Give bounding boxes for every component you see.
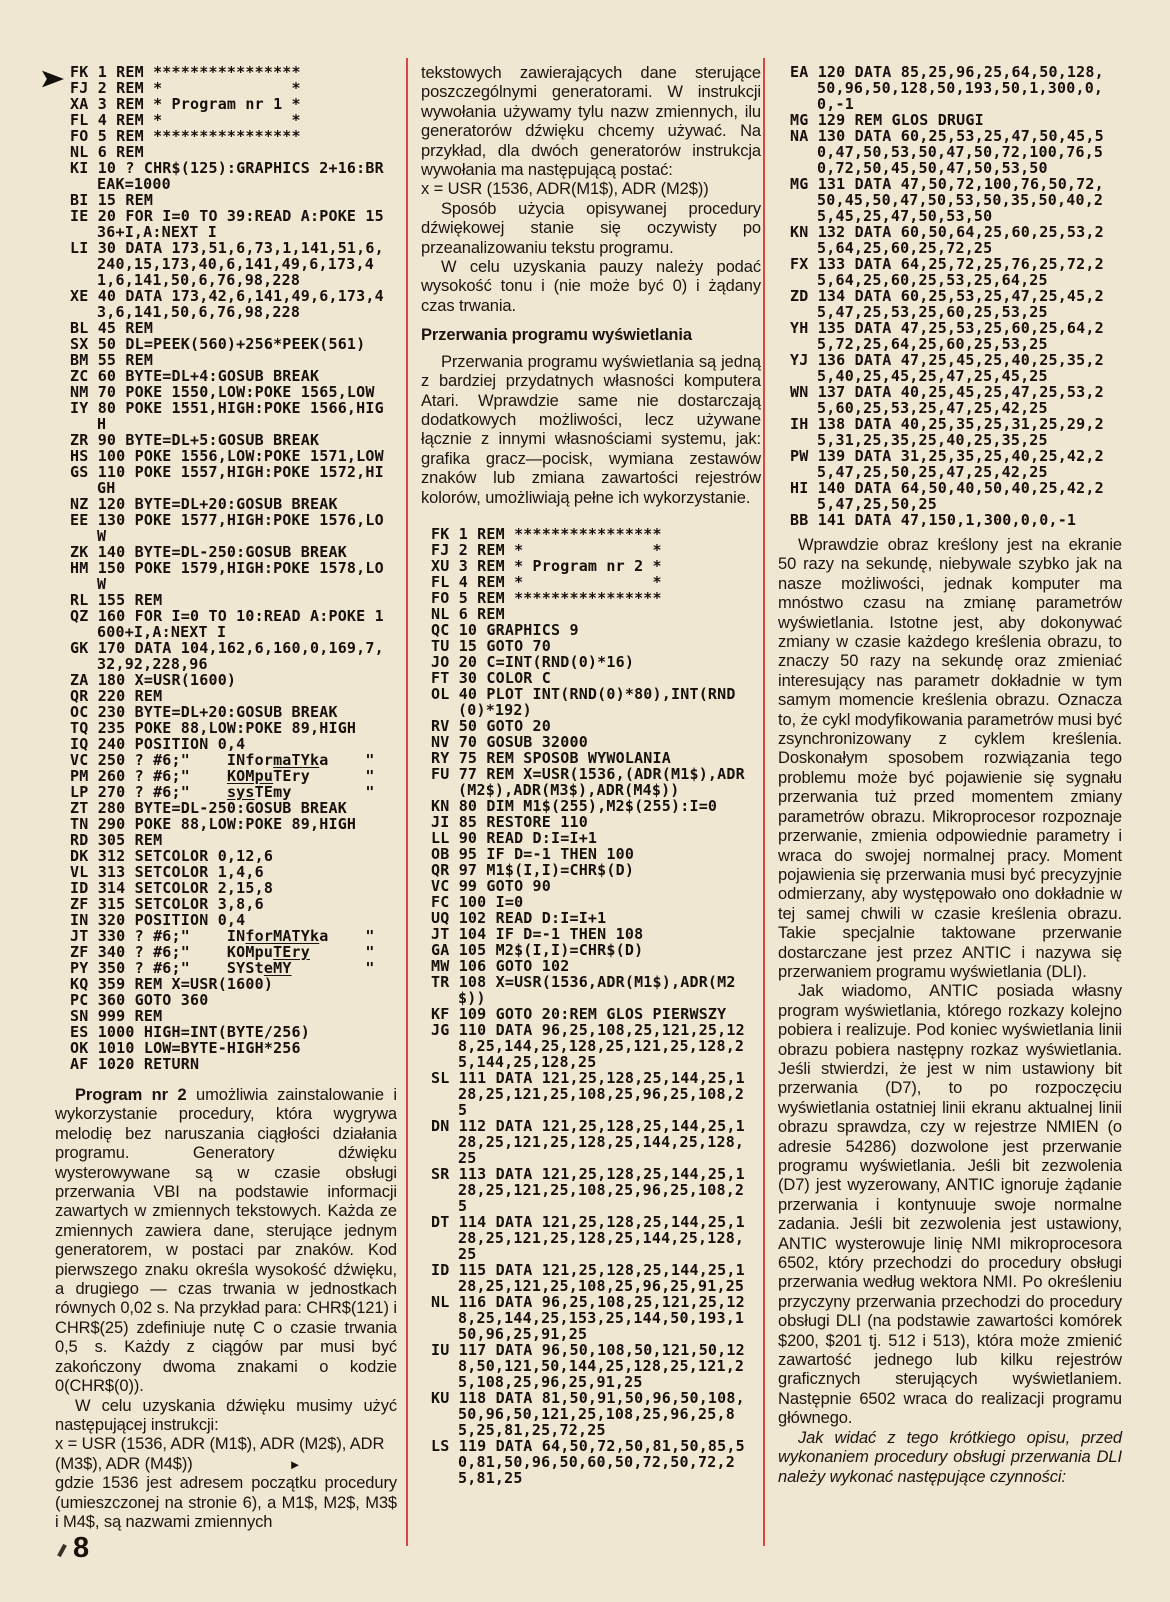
code-line: QR 97 M1$(I,I)=CHR$(D) xyxy=(431,860,635,879)
code-line: NL 6 REM xyxy=(431,604,505,623)
code-line: ZF 340 ? #6;" KOMpuTEry " xyxy=(70,943,375,961)
code-line: FJ 2 REM * * xyxy=(431,540,662,559)
code-line: TN 290 POKE 88,LOW:POKE 89,HIGH xyxy=(70,815,357,833)
code-line: LS 119 DATA 64,50,72,50,81,50,85,50,81,50,96,50,60,50,72,50,72,25,81,25 xyxy=(431,1436,745,1487)
code-line: BB 141 DATA 47,150,1,300,0,0,-1 xyxy=(790,511,1077,529)
listing-program-2-continuation xyxy=(790,64,1106,528)
code-line: TU 15 GOTO 70 xyxy=(431,636,551,655)
code-line: ZD 134 DATA 60,25,53,25,47,25,45,25,47,25,53,25,60,25,53,25 xyxy=(790,287,1104,321)
code-line: SX 50 DL=PEEK(560)+256*PEEK(561) xyxy=(70,335,366,353)
code-line: FX 133 DATA 64,25,72,25,76,25,72,25,64,25,60,25,53,25,64,25 xyxy=(790,255,1104,289)
column-divider-right xyxy=(763,58,765,1546)
listing-program-1 xyxy=(70,64,386,1072)
code-line: RD 305 REM xyxy=(70,831,163,849)
column-divider-left xyxy=(406,58,408,1546)
section-heading: Przerwania programu wyświetlania xyxy=(421,326,692,345)
spacer xyxy=(778,528,1122,536)
code-line: FJ 2 REM * * xyxy=(70,79,301,97)
paragraph: W celu uzyskania dźwięku musimy użyć następującej instrukcji: xyxy=(55,1396,397,1434)
code-line: ID 115 DATA 121,25,128,25,144,25,128,25,121,25,108,25,96,25,91,25 xyxy=(431,1260,745,1295)
code-line: KI 10 ? CHR$(125):GRAPHICS 2+16:BREAK=1000 xyxy=(70,159,384,193)
code-line: ZA 180 X=USR(1600) xyxy=(70,671,237,689)
code-line: SN 999 REM xyxy=(70,1007,163,1025)
spacer xyxy=(421,508,761,526)
paragraph: W celu uzyskania pauzy należy podać wysokość tonu i (nie może być 0) i żądany czas trwania. xyxy=(421,258,761,315)
code-line: NM 70 POKE 1550,LOW:POKE 1565,LOW xyxy=(70,383,375,401)
code-line: HM 150 POKE 1579,HIGH:POKE 1578,LOW xyxy=(70,559,384,593)
code-line: JG 110 DATA 96,25,108,25,121,25,128,25,144,25,128,25,121,25,128,25,144,25,128,25 xyxy=(431,1020,745,1071)
left-text-block xyxy=(55,1086,397,1532)
code-line: RV 50 GOTO 20 xyxy=(431,716,551,735)
code-line: IE 20 FOR I=0 TO 39:READ A:POKE 1536+I,A:NEXT I xyxy=(70,207,384,241)
code-line: LI 30 DATA 173,51,6,73,1,141,51,6,240,15,173,40,6,141,49,6,173,41,6,141,50,6,76,98,228 xyxy=(70,239,384,289)
code-line: ES 1000 HIGH=INT(BYTE/256) xyxy=(70,1023,310,1041)
code-line: FO 5 REM **************** xyxy=(431,588,662,607)
code-line: IH 138 DATA 40,25,35,25,31,25,29,25,31,25,35,25,40,25,35,25 xyxy=(790,415,1104,449)
code-line: OL 40 PLOT INT(RND(0)*80),INT(RND(0)*192) xyxy=(431,684,736,719)
next-page-arrow-icon: ► xyxy=(288,1456,302,1472)
code-line: SR 113 DATA 121,25,128,25,144,25,128,25,121,25,108,25,96,25,108,25 xyxy=(431,1164,745,1215)
code-line: DN 112 DATA 121,25,128,25,144,25,128,25,121,25,128,25,144,25,128,25 xyxy=(431,1116,745,1167)
code-line: VL 313 SETCOLOR 1,4,6 xyxy=(70,863,264,881)
paragraph: x = USR (1536, ADR (M1$), ADR (M2$), ADR (M3$), ADR (M4$)) ► xyxy=(55,1435,385,1473)
code-line: JT 330 ? #6;" INforMATYka " xyxy=(70,927,375,945)
code-line: ZF 315 SETCOLOR 3,8,6 xyxy=(70,895,264,913)
code-line: PY 350 ? #6;" SYSteMY " xyxy=(70,959,375,977)
paragraph-lead: Program nr 2 xyxy=(75,1086,187,1104)
code-line: KQ 359 REM X=USR(1600) xyxy=(70,975,274,993)
code-line: IQ 240 POSITION 0,4 xyxy=(70,735,246,753)
code-line: RL 155 REM xyxy=(70,591,163,609)
code-line: UQ 102 READ D:I=I+1 xyxy=(431,908,607,927)
code-line: FU 77 REM X=USR(1536,(ADR(M1$),ADR(M2$),ADR(M3$),ADR(M4$)) xyxy=(431,764,745,799)
paragraph: Program nr 2 umożliwia zainstalowanie i wykorzystanie procedury, która wygrywa melodię bez naruszania ciągłości działania programu. Generatory dźwięku wysterowywane są w czasie obsługi przerwania VBI na podstawie informacji zawartych w zmiennych tekstowych. Każda ze zmiennych zawiera dane, sterujące jednym generatorem, w postaci par znaków. Kod pierwszego znaku określa wysokość dźwięku, a drugiego — czas trwania w jednostkach równych 0,02 s. Na przykład para: CHR$(121) i CHR$(25) zdefiniuje nutę C o czasie trwania 0,5 s. Każdy z ciągów par musi być zakończony dwoma znakami o kodzie 0(CHR$(0)). xyxy=(55,1086,398,1396)
code-line: NA 130 DATA 60,25,53,25,47,50,45,50,47,50,53,50,47,50,72,100,76,50,72,50,45,50,47,50,53,50 xyxy=(790,127,1104,177)
code-line: GA 105 M2$(I,I)=CHR$(D) xyxy=(431,940,644,959)
paragraph: Wprawdzie obraz kreślony jest na ekranie 50 razy na sekundę, niebywale szybko jak na nasze możliwości, jednak komputer ma mnóstwo czasu na zmianę parametrów wyświetlania. Istotne jest, aby dokonywać zmiany w czasie każdego kreślenia obrazu, to znaczy 50 razy na sekundę oraz zmieniać interesujący nas parametr dokładnie w tym samym momencie kreślenia obrazu. Oznacza to, że cykl modyfikowania parametrów musi być zsynchronizowany z cyklem kreślenia. Doskonałym sposobem rozwiązania tego problemu może być pojawienie się sygnału przerwania tuż przed momentem zmiany parametrów obrazu. Mikroprocesor rozpoznaje przerwanie, zmienia odpowiednie parametry i wraca do swojej normalnej pracy. Moment pojawienia się przerwania musi być precyzyjnie odmierzany, aby występowało ono dokładnie w tej samej chwili w czasie kreślenia obrazu. Takie specjalnie taktowane przerwanie dostarczane jest przez ANTIC i nazywa się przerwaniem programu wyświetlania (DLI). xyxy=(778,536,1122,981)
code-line: FK 1 REM **************** xyxy=(70,63,301,81)
code-line: EA 120 DATA 85,25,96,25,64,50,128,50,96,50,128,50,193,50,1,300,0,0,-1 xyxy=(790,63,1104,113)
code-line: JI 85 RESTORE 110 xyxy=(431,812,588,831)
column-left xyxy=(55,64,397,1532)
code-line: EE 130 POKE 1577,HIGH:POKE 1576,LOW xyxy=(70,511,384,545)
right-text-block xyxy=(778,536,1122,1487)
page-number xyxy=(60,1532,89,1565)
paragraph: x = USR (1536, ADR(M1$), ADR (M2$)) xyxy=(421,180,709,199)
code-line: ZR 90 BYTE=DL+5:GOSUB BREAK xyxy=(70,431,320,449)
code-line: WN 137 DATA 40,25,45,25,47,25,53,25,60,25,53,25,47,25,42,25 xyxy=(790,383,1104,417)
code-line: YH 135 DATA 47,25,53,25,60,25,64,25,72,25,64,25,60,25,53,25 xyxy=(790,319,1104,353)
code-line: ZT 280 BYTE=DL-250:GOSUB BREAK xyxy=(70,799,347,817)
code-line: XA 3 REM * Program nr 1 * xyxy=(70,95,301,113)
code-line: MG 129 REM GLOS DRUGI xyxy=(790,111,984,129)
code-line: NZ 120 BYTE=DL+20:GOSUB BREAK xyxy=(70,495,338,513)
middle-heading-block xyxy=(421,326,761,345)
code-line: FC 100 I=0 xyxy=(431,892,524,911)
code-line: JO 20 C=INT(RND(0)*16) xyxy=(431,652,635,671)
code-line: VC 99 GOTO 90 xyxy=(431,876,551,895)
paragraph: tekstowych zawierających dane sterujące poszczególnymi generatorami. W instrukcji wywołania używamy tylu nazw zmiennych, ilu generatorów dźwięku chcemy używać. Na przykład, dla dwóch generatorów instrukcja wywołania ma następującą postać: xyxy=(421,64,761,180)
code-line: KN 132 DATA 60,50,64,25,60,25,53,25,64,25,60,25,72,25 xyxy=(790,223,1104,257)
code-line: KN 80 DIM M1$(255),M2$(255):I=0 xyxy=(431,796,718,815)
code-line: IU 117 DATA 96,50,108,50,121,50,128,50,121,50,144,25,128,25,121,25,108,25,96,25,91,25 xyxy=(431,1340,745,1391)
code-line: TQ 235 POKE 88,LOW:POKE 89,HIGH xyxy=(70,719,357,737)
code-line: OK 1010 LOW=BYTE-HIGH*256 xyxy=(70,1039,301,1057)
code-line: YJ 136 DATA 47,25,45,25,40,25,35,25,40,25,45,25,47,25,45,25 xyxy=(790,351,1104,385)
code-line: JT 104 IF D=-1 THEN 108 xyxy=(431,924,644,943)
code-line: DT 114 DATA 121,25,128,25,144,25,128,25,121,25,128,25,144,25,128,25 xyxy=(431,1212,745,1263)
code-line: NL 6 REM xyxy=(70,143,144,161)
column-middle xyxy=(421,64,761,1486)
code-line: FK 1 REM **************** xyxy=(431,524,662,543)
code-line: MG 131 DATA 47,50,72,100,76,50,72,50,45,50,47,50,53,50,35,50,40,25,45,25,47,50,53,50 xyxy=(790,175,1104,225)
code-line: MW 106 GOTO 102 xyxy=(431,956,570,975)
code-line: ID 314 SETCOLOR 2,15,8 xyxy=(70,879,274,897)
middle-mid-text xyxy=(421,353,761,508)
code-line: HS 100 POKE 1556,LOW:POKE 1571,LOW xyxy=(70,447,384,465)
code-line: LP 270 ? #6;" sysTEmy " xyxy=(70,783,375,801)
code-line: AF 1020 RETURN xyxy=(70,1055,200,1073)
code-line: NL 116 DATA 96,25,108,25,121,25,128,25,144,25,153,25,144,50,193,150,96,25,91,25 xyxy=(431,1292,745,1343)
code-line: DK 312 SETCOLOR 0,12,6 xyxy=(70,847,274,865)
code-line: TR 108 X=USR(1536,ADR(M1$),ADR(M2$)) xyxy=(431,972,736,1007)
code-line: XE 40 DATA 173,42,6,141,49,6,173,43,6,141,50,6,76,98,228 xyxy=(70,287,384,321)
code-line: PM 260 ? #6;" KOMpuTEry " xyxy=(70,767,375,785)
code-line: BM 55 REM xyxy=(70,351,154,369)
code-line: OB 95 IF D=-1 THEN 100 xyxy=(431,844,635,863)
code-line: FO 5 REM **************** xyxy=(70,127,301,145)
code-line: SL 111 DATA 121,25,128,25,144,25,128,25,121,25,108,25,96,25,108,25 xyxy=(431,1068,745,1119)
code-line: ZK 140 BYTE=DL-250:GOSUB BREAK xyxy=(70,543,347,561)
code-line: LL 90 READ D:I=I+1 xyxy=(431,828,598,847)
code-line: IY 80 POKE 1551,HIGH:POKE 1566,HIGH xyxy=(70,399,384,433)
code-line: QZ 160 FOR I=0 TO 10:READ A:POKE 1600+I,A:NEXT I xyxy=(70,607,384,641)
code-line: BL 45 REM xyxy=(70,319,154,337)
page-number-value: 8 xyxy=(73,1532,90,1564)
code-line: IN 320 POSITION 0,4 xyxy=(70,911,246,929)
paragraph: Przerwania programu wyświetlania są jedną z bardziej przydatnych własności komputera Atari. Wprawdzie same nie dostarczają dodatkowych możliwości, lecz używane łącznie z innymi własnościami systemu, jak: grafika gracz—pocisk, wymiana zestawów znaków lub zmiana zawartości rejestrów kolorów, umożliwiają pełne ich wykorzystanie. xyxy=(421,352,761,507)
code-line: VC 250 ? #6;" INformaTYka " xyxy=(70,751,375,769)
paragraph: Jak wiadomo, ANTIC posiada własny program wyświetlania, którego rozkazy kolejno pobiera i realizuje. Pod koniec wyświetlania linii obrazu pobiera następny rozkaz wyświetlania. Jeśli stwierdzi, że jest w nim ustawiony bit przerwania (D7), to po rozpoczęciu wyświetlania ostatniej linii ekranu aktualnej linii obrazu sprawdza, czy w rejestrze NMIEN (o adresie 54286) dozwolone jest przerwanie programu wyświetlania. Jeśli bit zezwolenia (D7) jest wyzerowany, ANTIC ignoruje żądanie przerwania i kontynuuje swoje normalne zadania. Jeśli bit zezwolenia jest ustawiony, ANTIC wysterowuje linię NMI mikroprocesora 6502, który przechodzi do procedury obsługi przerwania według wektora NMI. Po określeniu przyczyny przerwania przechodzi do procedury obsługi DLI (na podstawie zawartości komórek $200, $201 tj. 512 i 513), która może zmienić zawartość jednego lub kilku rejestrów graficznych sterujących wyświetlaniem. Następnie 6502 wraca do realizacji programu głównego. xyxy=(778,982,1122,1428)
code-line: PW 139 DATA 31,25,35,25,40,25,42,25,47,25,50,25,47,25,42,25 xyxy=(790,447,1104,481)
code-line: FL 4 REM * * xyxy=(431,572,662,591)
page-number-tick xyxy=(57,1544,67,1557)
paragraph: Jak widać z tego krótkiego opisu, przed wykonaniem procedury obsługi przerwania DLI należy wykonać następujące czynności: xyxy=(778,1428,1122,1486)
code-line: FL 4 REM * * xyxy=(70,111,301,129)
spacer xyxy=(55,1072,397,1086)
middle-top-text xyxy=(421,64,761,316)
listing-program-2 xyxy=(431,526,747,1486)
code-line: PC 360 GOTO 360 xyxy=(70,991,209,1009)
paragraph: gdzie 1536 jest adresem początku procedury (umieszczonej na stronie 6), a M1$, M2$, M3$ i M4$, są nazwami zmiennych xyxy=(55,1474,397,1531)
code-line: NV 70 GOSUB 32000 xyxy=(431,732,588,751)
code-line: ZC 60 BYTE=DL+4:GOSUB BREAK xyxy=(70,367,320,385)
code-line: BI 15 REM xyxy=(70,191,154,209)
code-line: KF 109 GOTO 20:REM GLOS PIERWSZY xyxy=(431,1004,727,1023)
code-line: OC 230 BYTE=DL+20:GOSUB BREAK xyxy=(70,703,338,721)
code-line: RY 75 REM SPOSOB WYWOLANIA xyxy=(431,748,671,767)
code-line: XU 3 REM * Program nr 2 * xyxy=(431,556,662,575)
column-right xyxy=(778,64,1122,1487)
paragraph: Sposób użycia opisywanej procedury dźwiękowej stanie się oczywisty po przeanalizowaniu tekstu programu. xyxy=(421,199,761,257)
code-line: FT 30 COLOR C xyxy=(431,668,551,687)
code-line: KU 118 DATA 81,50,91,50,96,50,108,50,96,50,121,25,108,25,96,25,85,25,81,25,72,25 xyxy=(431,1388,745,1439)
code-line: HI 140 DATA 64,50,40,50,40,25,42,25,47,25,50,25 xyxy=(790,479,1104,513)
code-line: QR 220 REM xyxy=(70,687,163,705)
code-line: GS 110 POKE 1557,HIGH:POKE 1572,HIGH xyxy=(70,463,384,497)
code-line: QC 10 GRAPHICS 9 xyxy=(431,620,579,639)
code-line: GK 170 DATA 104,162,6,160,0,169,7,32,92,228,96 xyxy=(70,639,384,673)
